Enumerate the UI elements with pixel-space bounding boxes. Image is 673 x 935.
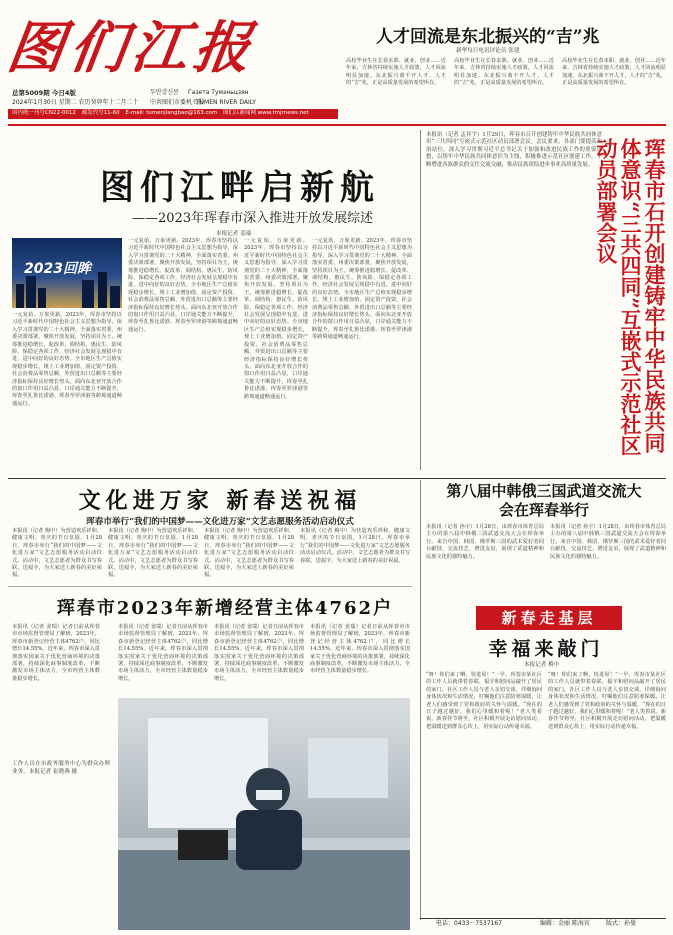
- culture-body-col1: 本报讯（记者 梅中）为营造欢乐祥和、健康文明、喜庆的节日氛围，1月28日，珲春市举行“我们的中国梦——文化进万家”文艺志愿服务活动启动仪式。活动中，文艺志愿者为群众书写春联、送福字，为大家送上新春的美好祝福。: [12, 528, 102, 579]
- culture-body-col4: 本报讯（记者 梅中）为营造欢乐祥和、健康文明、喜庆的节日氛围，1月28日，珲春市举行“我们的中国梦——文化进万家”文艺志愿服务活动启动仪式。活动中，文艺志愿者为群众书写春联、送福字，为大家送上新春的美好祝福。: [300, 528, 410, 564]
- footer-phone: 电话：0433－7537167: [436, 920, 502, 927]
- website[interactable]: 图们江新闻网 www.tmjrnews.net: [223, 110, 309, 116]
- culture-body-col2: 本报讯（记者 梅中）为营造欢乐祥和、健康文明、喜庆的节日氛围，1月28日，珲春市举行“我们的中国梦——文化进万家”文艺志愿服务活动启动仪式。活动中，文艺志愿者为群众书写春联、送福字，为大家送上新春的美好祝福。: [108, 528, 198, 579]
- lead-byline: 本报记者 姜瑞: [216, 231, 252, 237]
- masthead-sponsor: 中共图们市委机关报: [150, 99, 205, 106]
- business-body-col3: 本报讯（记者 姜瑞）记者日前从珲春市市场监督管理局了解到，2023年，珲春市新登记经营主体4762户，同比增长14.55%。近年来，珲春市深入贯彻落实国家关于优化营商环境的决策部署，持续深化商事制度改革，不断激发市场主体活力，全市经营主体数量稳步增长。: [214, 624, 304, 682]
- top-story-source: 新华每日电讯评论员 张建: [456, 48, 520, 54]
- zip-code: 邮发代号11-60: [81, 110, 120, 116]
- lead-photo-text: 2023回眸: [24, 261, 91, 277]
- service-counter-photo: [118, 698, 410, 930]
- culture-headline: 文化进万家 新春送祝福: [78, 488, 362, 514]
- lead-subheadline: ——2023年珲春市深入推进开放发展综述: [132, 211, 374, 226]
- publish-date: 2024年1月30日 星期二 农历癸卯年十二月二十: [12, 99, 139, 106]
- culture-body-col3: 本报讯（记者 梅中）为营造欢乐祥和、健康文明、喜庆的节日氛围，1月28日，珲春市举行“我们的中国梦——文化进万家”文艺志愿服务活动启动仪式。活动中，文艺志愿者为群众书写春联、送福字，为大家送上新春的美好祝福。: [204, 528, 294, 579]
- lead-body-col3: 一元复始，万象更新。2023年，珲春市坚持以习近平新时代中国特色社会主义思想为指导，深入学习贯彻党的二十大精神，全面落实省委、州委决策部署，聚焦开放发展，坚持项目为王，统筹推进稳增长、促改革、调结构、惠民生、防风险、保稳定各项工作，经济社会发展呈现稳中有进、进中向好的良好态势。全市地区生产总值实现稳步增长，规上工业增加值、固定资产投资、社会消费品零售总额、外贸进出口总额等主要经济指标保持良好增长势头。面向东北亚开放合作的窗口作用日益凸显，口岸通关能力不断提升，珲春至扎鲁比诺港、珲春至罗津港等跨境通道畅通运行。: [244, 238, 308, 400]
- issue-number: 总第5009期 今日4版: [12, 89, 76, 97]
- section-divider-2: [8, 586, 412, 587]
- culture-subheadline: 珲春市举行“我们的中国梦——文化进万家”文艺志愿服务活动启动仪式: [86, 517, 354, 527]
- footer-editor: 编辑：金丽 陈海宾: [540, 920, 590, 927]
- business-body-col4: 本报讯（记者 姜瑞）记者日前从珲春市市场监督管理局了解到，2023年，珲春市新登记经营主体4762户，同比增长14.55%。近年来，珲春市深入贯彻落实国家关于优化营商环境的决策部署，持续深化商事制度改革，不断激发市场主体活力，全市经营主体数量稳步增长。: [310, 624, 410, 675]
- new-spring-box: 新春走基层: [476, 606, 622, 630]
- korea-body-col1: 本报讯（记者 孙宇）1月28日，由珲春市体育总局主办的第八届中韩俄三国武道交流大会在珲春举行。来自中国、韩国、俄罗斯三国的武术爱好者同台献技，交流技艺，增进友谊，展现了武道精神和民族文化的独特魅力。: [426, 524, 544, 560]
- korea-body-col2: 本报讯（记者 孙宇）1月28日，由珲春市体育总局主办的第八届中韩俄三国武道交流大会在珲春举行。来自中国、韩国、俄罗斯三国的武术爱好者同台献技，交流技艺，增进友谊，展现了武道精神和民族文化的独特魅力。: [550, 524, 666, 560]
- right-story-headline-box: [594, 132, 667, 472]
- footer-layout: 版式：孙曼: [606, 920, 637, 927]
- masthead-english: TUMEN RIVER DAILY: [196, 99, 256, 106]
- masthead-korean: 두만강신문: [150, 89, 179, 96]
- right-story-headline: 珲春市石开创建铸牢中华民族共同体意识“三共四同”互嵌式示范社区动员部署会议: [594, 138, 667, 457]
- new-spring-body-col1: “呀！你们来了啊，快进屋！”一早，珲春市某社区的工作人员就带着春联、福字和慰问品敲开了居民的家门。社区工作人员与老人亲切交谈，详细询问身体状况和生活情况，叮嘱他们注意防寒保暖，让老人们感受到了党和政府的关怀与温暖。“现在的日子越过越好，我们心里暖和着呢！”老人笑着说。新春佳节将至，社区积极开展走访慰问活动，把温暖送到群众心坎上，用实际行动传递幸福。: [426, 672, 542, 730]
- top-story-body-col3: 高校毕业生在长春求职、就业、创业……近年来，吉林省持续实施人才政策，人才回流明显加速。东北振兴离不开人才，人才的“吉”兆，正是高质量发展的希望所在。: [562, 58, 666, 87]
- email[interactable]: E-mail: tumenjiangbao@163.com: [125, 110, 218, 116]
- cn-code: 国内统一刊号CN22-0012: [12, 110, 76, 116]
- new-spring-headline: 幸福来敲门: [488, 638, 604, 660]
- section-divider-1: [8, 478, 666, 479]
- business-body-col1: 本报讯（记者 姜瑞）记者日前从珲春市市场监督管理局了解到，2023年，珲春市新登记经营主体4762户，同比增长14.55%。近年来，珲春市深入贯彻落实国家关于优化营商环境的决策部署，持续深化商事制度改革，不断激发市场主体活力，全市经营主体数量稳步增长。: [12, 624, 100, 682]
- top-story-body-col2: 高校毕业生在长春求职、就业、创业……近年来，吉林省持续实施人才政策，人才回流明显加速。东北振兴离不开人才，人才的“吉”兆，正是高质量发展的希望所在。: [454, 58, 554, 87]
- masthead-divider: [8, 124, 666, 126]
- business-photo-caption: 工作人员在市政务服务中心为群众办理业务。本报记者 崔晓燕 摄: [12, 761, 110, 775]
- business-headline: 珲春市2023年新增经营主体4762户: [56, 598, 394, 619]
- lead-headline: 图们江畔启新航: [100, 168, 380, 208]
- new-spring-byline: 本报记者 梅中: [524, 662, 560, 668]
- lead-body-col4: 一元复始，万象更新。2023年，珲春市坚持以习近平新时代中国特色社会主义思想为指导，深入学习贯彻党的二十大精神，全面落实省委、州委决策部署，聚焦开放发展，坚持项目为王，统筹推进稳增长、促改革、调结构、惠民生、防风险、保稳定各项工作，经济社会发展呈现稳中有进、进中向好的良好态势。全市地区生产总值实现稳步增长，规上工业增加值、固定资产投资、社会消费品零售总额、外贸进出口总额等主要经济指标保持良好增长势头。面向东北亚开放合作的窗口作用日益凸显，口岸通关能力不断提升，珲春至扎鲁比诺港、珲春至罗津港等跨境通道畅通运行。: [312, 238, 412, 341]
- top-story-body-col1: 高校毕业生在长春求职、就业、创业……近年来，吉林省持续实施人才政策，人才回流明显加速。东北振兴离不开人才，人才的“吉”兆，正是高质量发展的希望所在。: [346, 58, 446, 87]
- lead-photo: [12, 238, 122, 308]
- masthead-info-bar: [8, 109, 338, 119]
- masthead-title: 图们江报: [3, 15, 261, 81]
- right-column-rule: [420, 130, 421, 470]
- lead-body-col1: 一元复始，万象更新。2023年，珲春市坚持以习近平新时代中国特色社会主义思想为指导，深入学习贯彻党的二十大精神，全面落实省委、州委决策部署，聚焦开放发展，坚持项目为王，统筹推进稳增长、促改革、调结构、惠民生、防风险、保稳定各项工作，经济社会发展呈现稳中有进、进中向好的良好态势。全市地区生产总值实现稳步增长，规上工业增加值、固定资产投资、社会消费品零售总额、外贸进出口总额等主要经济指标保持良好增长势头。面向东北亚开放合作的窗口作用日益凸显，口岸通关能力不断提升，珲春至扎鲁比诺港、珲春至罗津港等跨境通道畅通运行。: [12, 312, 122, 407]
- business-body-col2: 本报讯（记者 姜瑞）记者日前从珲春市市场监督管理局了解到，2023年，珲春市新登记经营主体4762户，同比增长14.55%。近年来，珲春市深入贯彻落实国家关于优化营商环境的决策部署，持续深化商事制度改革，不断激发市场主体活力，全市经营主体数量稳步增长。: [118, 624, 208, 682]
- masthead-russian: Газета Тумэньцзян: [188, 89, 249, 96]
- lead-body-col2: 一元复始，万象更新。2023年，珲春市坚持以习近平新时代中国特色社会主义思想为指导，深入学习贯彻党的二十大精神，全面落实省委、州委决策部署，聚焦开放发展，坚持项目为王，统筹推进稳增长、促改革、调结构、惠民生、防风险、保稳定各项工作，经济社会发展呈现稳中有进、进中向好的良好态势。全市地区生产总值实现稳步增长，规上工业增加值、固定资产投资、社会消费品零售总额、外贸进出口总额等主要经济指标保持良好增长势头。面向东北亚开放合作的窗口作用日益凸显，口岸通关能力不断提升，珲春至扎鲁比诺港、珲春至罗津港等跨境通道畅通运行。: [128, 238, 238, 333]
- right-story-body: 本报讯（记者 孟祥宇）1月29日，珲春市召开创建铸牢中华民族共同体意识“三共四同”互嵌式示范社区动员部署会议。会议要求，各部门要提高政治站位，深入学习贯彻习近平总书记关于加强和改进民族工作的重要思想，以铸牢中华民族共同体意识为主线，积极推进示范社区创建工作，不断增进各族群众的交往交流交融，推动民族团结进步事业高质量发展。: [426, 132, 602, 168]
- footer-divider: [420, 918, 666, 919]
- top-story-headline: 人才回流是东北振兴的“吉”兆: [376, 27, 600, 47]
- business-photo: [118, 698, 410, 930]
- korea-headline: 第八届中韩俄三国武道交流大会在珲春举行: [446, 482, 642, 519]
- top-story: [346, 18, 666, 122]
- bottom-right-rule: [420, 480, 421, 920]
- new-spring-body-col2: “呀！你们来了啊，快进屋！”一早，珲春市某社区的工作人员就带着春联、福字和慰问品敲开了居民的家门。社区工作人员与老人亲切交谈，详细询问身体状况和生活情况，叮嘱他们注意防寒保暖，让老人们感受到了党和政府的关怀与温暖。“现在的日子越过越好，我们心里暖和着呢！”老人笑着说。新春佳节将至，社区积极开展走访慰问活动，把温暖送到群众心坎上，用实际行动传递幸福。: [548, 672, 666, 730]
